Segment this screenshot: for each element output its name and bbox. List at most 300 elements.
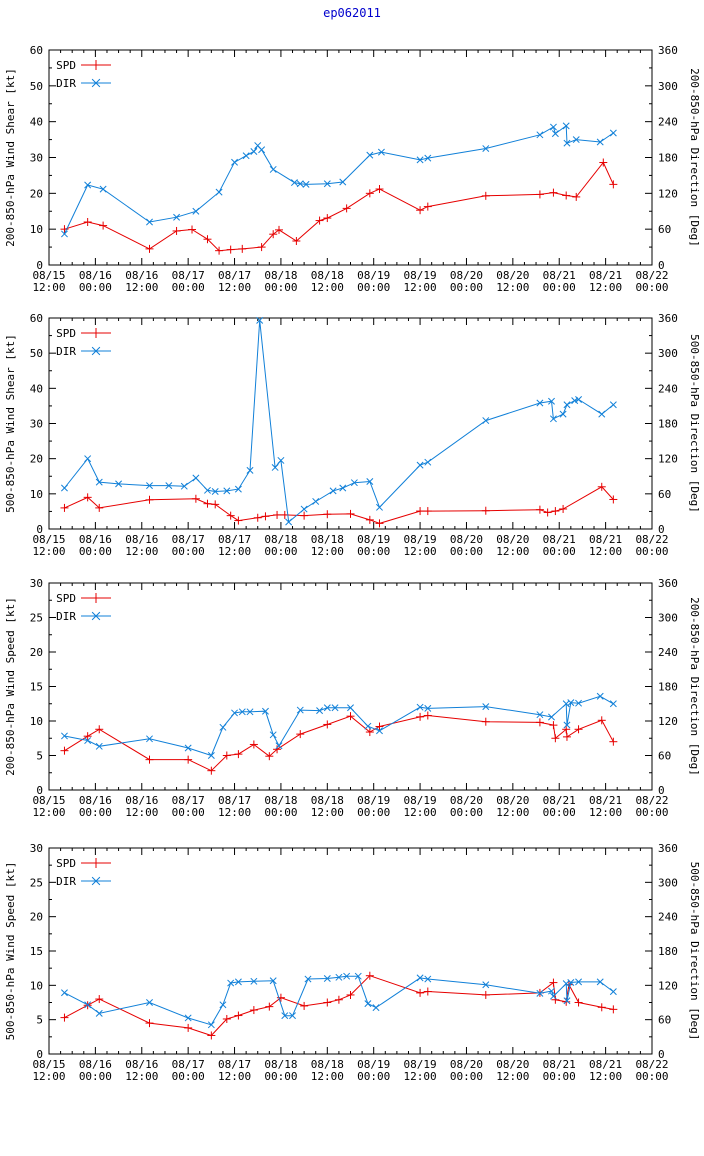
data-point-spd: [551, 507, 559, 515]
y-tick-label-left: 10: [29, 487, 43, 501]
data-point-dir: [231, 159, 237, 165]
x-tick-date-label: 08/21: [589, 269, 623, 282]
data-point-spd: [347, 510, 355, 518]
data-point-spd: [424, 988, 432, 996]
legend-label-spd: SPD: [56, 59, 76, 72]
data-point-dir: [610, 402, 616, 408]
data-point-spd: [184, 756, 192, 764]
x-tick-time-label: 12:00: [217, 806, 252, 819]
legend-label-spd: SPD: [56, 592, 76, 605]
data-point-dir: [376, 504, 382, 510]
data-point-dir: [185, 1015, 191, 1021]
y-tick-label-left: 25: [29, 876, 43, 890]
y-tick-label-left: 0: [36, 523, 43, 536]
left-y-axis: [30, 312, 56, 536]
left-axis-title: 500-850-hPa Wind Speed [kt]: [4, 861, 17, 1041]
x-tick-time-label: 00:00: [449, 806, 484, 819]
data-point-spd: [549, 721, 557, 729]
y-tick-label-right: 360: [658, 44, 678, 57]
data-point-spd: [559, 505, 567, 513]
y-tick-label-left: 50: [29, 79, 43, 93]
data-point-spd: [99, 222, 107, 230]
x-tick-time-label: 12:00: [496, 1070, 530, 1083]
y-tick-label-left: 20: [29, 910, 43, 924]
series-dir: [61, 317, 616, 525]
x-tick-date-label: 08/19: [403, 1058, 437, 1071]
y-tick-label-right: 0: [658, 784, 665, 797]
data-point-spd: [536, 506, 544, 514]
plot-frame: [49, 848, 652, 1054]
data-point-spd: [536, 718, 544, 726]
right-axis-title: 200-850-hPa Direction [Deg]: [688, 68, 701, 247]
series-spd: [60, 711, 617, 774]
data-point-spd: [184, 1024, 192, 1032]
y-tick-label-left: 30: [29, 842, 43, 855]
x-tick-date-label: 08/16: [125, 1058, 159, 1071]
y-tick-label-left: 0: [36, 1048, 43, 1061]
data-point-dir: [550, 124, 556, 130]
data-point-spd: [575, 999, 583, 1007]
x-tick-time-label: 00:00: [171, 1070, 205, 1083]
right-y-axis: [645, 577, 678, 797]
y-tick-label-right: 360: [658, 842, 678, 855]
data-point-spd: [227, 246, 235, 254]
data-point-dir: [564, 402, 570, 408]
legend-marker-plus: [91, 858, 101, 868]
x-tick-date-label: 08/18: [310, 1058, 344, 1071]
x-tick-date-label: 08/15: [32, 794, 66, 807]
data-point-spd: [60, 747, 68, 755]
x-tick-date-label: 08/20: [449, 794, 484, 807]
x-tick-time-label: 00:00: [635, 1070, 669, 1083]
x-tick-date-label: 08/16: [78, 269, 112, 282]
data-point-spd: [95, 725, 103, 733]
x-tick-date-label: 08/18: [310, 269, 344, 282]
x-tick-time-label: 12:00: [310, 1070, 344, 1083]
data-point-spd: [482, 718, 490, 726]
x-tick-time-label: 00:00: [635, 806, 669, 819]
data-point-spd: [250, 1006, 258, 1014]
x-tick-time-label: 12:00: [589, 806, 623, 819]
x-tick-date-label: 08/15: [32, 1058, 66, 1071]
y-tick-label-right: 0: [658, 1048, 665, 1061]
data-point-spd: [598, 716, 606, 724]
y-tick-label-left: 30: [29, 577, 43, 590]
x-tick-date-label: 08/19: [403, 533, 437, 546]
x-tick-date-label: 08/17: [171, 794, 205, 807]
data-point-spd: [146, 1019, 154, 1027]
right-axis-title: 200-850-hPa Direction [Deg]: [688, 597, 701, 776]
data-point-spd: [424, 203, 432, 211]
data-point-spd: [375, 185, 383, 193]
data-point-dir: [216, 189, 222, 195]
legend: [56, 59, 111, 90]
legend: [56, 327, 111, 358]
y-tick-label-right: 240: [658, 910, 678, 924]
y-tick-label-left: 25: [29, 611, 43, 625]
x-tick-time-label: 00:00: [78, 281, 112, 294]
x-tick-date-label: 08/16: [125, 269, 159, 282]
x-tick-date-label: 08/20: [449, 1058, 484, 1071]
data-point-spd: [424, 507, 432, 515]
data-point-spd: [416, 507, 424, 515]
data-point-spd: [549, 979, 557, 987]
data-point-spd: [482, 991, 490, 999]
data-point-spd: [300, 1002, 308, 1010]
plot-frame: [49, 318, 652, 529]
y-tick-label-right: 180: [658, 417, 678, 431]
x-tick-time-label: 00:00: [264, 806, 298, 819]
x-tick-time-label: 12:00: [32, 1070, 66, 1083]
x-tick-time-label: 12:00: [125, 806, 159, 819]
x-tick-date-label: 08/18: [264, 794, 298, 807]
x-tick-time-label: 12:00: [589, 281, 623, 294]
x-tick-time-label: 12:00: [125, 281, 159, 294]
y-tick-label-right: 360: [658, 312, 678, 325]
x-tick-time-label: 00:00: [542, 281, 576, 294]
series-spd: [60, 159, 617, 255]
x-tick-time-label: 12:00: [32, 545, 66, 558]
left-y-axis: [30, 842, 56, 1061]
data-point-spd: [60, 1014, 68, 1022]
left-axis-title: 200-850-hPa Wind Shear [kt]: [4, 68, 17, 247]
x-tick-date-label: 08/20: [449, 533, 484, 546]
series-line-spd: [65, 716, 614, 771]
data-point-spd: [563, 733, 571, 741]
y-tick-label-right: 60: [658, 487, 672, 501]
data-point-spd: [227, 512, 235, 520]
data-point-dir: [85, 456, 91, 462]
data-point-dir: [330, 488, 336, 494]
x-tick-time-label: 00:00: [542, 806, 576, 819]
x-tick-time-label: 12:00: [310, 545, 344, 558]
data-point-dir: [417, 462, 423, 468]
data-point-spd: [375, 519, 383, 527]
legend-label-dir: DIR: [56, 77, 76, 90]
x-tick-date-label: 08/16: [78, 1058, 112, 1071]
series-dir: [61, 123, 616, 237]
x-tick-time-label: 12:00: [496, 806, 530, 819]
x-tick-time-label: 12:00: [125, 545, 159, 558]
data-point-dir: [258, 147, 264, 153]
left-y-axis: [30, 44, 56, 272]
data-point-spd: [192, 495, 200, 503]
x-tick-time-label: 12:00: [310, 806, 344, 819]
x-tick-time-label: 12:00: [403, 1070, 437, 1083]
x-tick-date-label: 08/17: [217, 269, 252, 282]
left-y-axis: [30, 577, 56, 797]
legend: [56, 592, 111, 623]
y-tick-label-left: 0: [36, 259, 43, 272]
data-point-spd: [146, 496, 154, 504]
data-point-spd: [173, 227, 181, 235]
legend-label-dir: DIR: [56, 875, 76, 888]
y-tick-label-left: 40: [29, 382, 43, 396]
x-tick-date-label: 08/20: [496, 1058, 530, 1071]
x-tick-date-label: 08/21: [589, 794, 623, 807]
y-tick-label-right: 240: [658, 115, 678, 129]
x-tick-time-label: 12:00: [403, 806, 437, 819]
y-tick-label-left: 10: [29, 223, 43, 237]
y-tick-label-left: 30: [29, 417, 43, 431]
y-tick-label-right: 300: [658, 347, 678, 361]
data-point-dir: [193, 208, 199, 214]
data-point-dir: [251, 148, 257, 154]
x-tick-date-label: 08/21: [542, 1058, 576, 1071]
data-point-dir: [610, 701, 616, 707]
data-point-dir: [365, 1001, 371, 1007]
page-title: ep062011: [323, 6, 381, 20]
data-point-dir: [220, 1002, 226, 1008]
x-tick-date-label: 08/15: [32, 269, 66, 282]
data-point-spd: [234, 1012, 242, 1020]
y-tick-label-left: 10: [29, 715, 43, 728]
data-point-dir: [208, 752, 214, 758]
data-point-dir: [552, 130, 558, 136]
data-point-dir: [270, 732, 276, 738]
data-point-spd: [416, 206, 424, 214]
y-tick-label-left: 30: [29, 151, 43, 165]
y-tick-label-left: 60: [29, 44, 43, 57]
data-point-spd: [323, 510, 331, 518]
y-tick-label-left: 20: [29, 646, 43, 659]
x-tick-time-label: 00:00: [357, 806, 391, 819]
y-tick-label-left: 20: [29, 187, 43, 201]
wind-speed-200-850-chart: [4, 577, 701, 819]
series-line-dir: [65, 126, 614, 234]
y-tick-label-left: 15: [29, 945, 43, 958]
x-tick-date-label: 08/22: [635, 269, 669, 282]
data-point-spd: [609, 738, 617, 746]
data-point-spd: [84, 218, 92, 226]
y-tick-label-right: 60: [658, 749, 672, 763]
data-point-spd: [146, 756, 154, 764]
x-tick-time-label: 00:00: [449, 545, 484, 558]
right-axis-title: 500-850-hPa Direction [Deg]: [688, 861, 701, 1041]
x-tick-date-label: 08/17: [217, 533, 252, 546]
legend-marker-plus: [91, 328, 101, 338]
right-y-axis: [645, 44, 678, 272]
legend-label-spd: SPD: [56, 327, 76, 340]
data-point-spd: [482, 192, 490, 200]
x-tick-date-label: 08/18: [264, 269, 298, 282]
data-point-dir: [270, 166, 276, 172]
x-tick-date-label: 08/22: [635, 794, 669, 807]
data-point-dir: [193, 475, 199, 481]
y-tick-label-right: 60: [658, 223, 672, 237]
x-tick-date-label: 08/20: [496, 269, 530, 282]
legend-marker-plus: [91, 593, 101, 603]
y-tick-label-right: 60: [658, 1013, 672, 1027]
data-point-spd: [300, 512, 308, 520]
x-tick-time-label: 00:00: [449, 281, 484, 294]
x-tick-date-label: 08/21: [589, 533, 623, 546]
data-point-spd: [275, 226, 283, 234]
data-point-spd: [416, 713, 424, 721]
data-point-spd: [335, 996, 343, 1004]
x-tick-date-label: 08/21: [589, 1058, 623, 1071]
data-point-spd: [84, 732, 92, 740]
x-tick-date-label: 08/17: [217, 794, 252, 807]
data-point-dir: [185, 745, 191, 751]
data-point-spd: [254, 514, 262, 522]
plot-frame: [49, 50, 652, 265]
data-point-spd: [323, 720, 331, 728]
series-line-spd: [65, 163, 614, 251]
data-point-spd: [234, 750, 242, 758]
legend-label-spd: SPD: [56, 857, 76, 870]
x-tick-time-label: 12:00: [403, 281, 437, 294]
y-tick-label-right: 300: [658, 876, 678, 890]
data-point-spd: [562, 191, 570, 199]
data-point-dir: [340, 485, 346, 491]
data-point-spd: [366, 189, 374, 197]
y-tick-label-right: 120: [658, 187, 678, 201]
x-tick-date-label: 08/18: [310, 533, 344, 546]
x-tick-time-label: 00:00: [635, 281, 669, 294]
x-tick-date-label: 08/20: [449, 269, 484, 282]
x-tick-date-label: 08/21: [542, 269, 576, 282]
data-point-spd: [323, 999, 331, 1007]
legend-marker-plus: [91, 60, 101, 70]
x-tick-time-label: 12:00: [310, 281, 344, 294]
x-tick-date-label: 08/20: [496, 794, 530, 807]
data-point-spd: [188, 226, 196, 234]
left-axis-title: 200-850-hPa Wind Speed [kt]: [4, 597, 17, 776]
data-point-dir: [425, 459, 431, 465]
series-line-spd: [65, 487, 614, 524]
x-tick-date-label: 08/19: [403, 794, 437, 807]
data-point-spd: [273, 511, 281, 519]
x-tick-time-label: 00:00: [171, 281, 205, 294]
data-point-spd: [60, 504, 68, 512]
data-point-spd: [238, 245, 246, 253]
x-tick-time-label: 12:00: [589, 545, 623, 558]
data-point-spd: [416, 989, 424, 997]
x-tick-date-label: 08/16: [125, 533, 159, 546]
x-tick-time-label: 00:00: [542, 545, 576, 558]
y-tick-label-right: 120: [658, 715, 678, 728]
x-tick-date-label: 08/15: [32, 533, 66, 546]
data-point-dir: [597, 693, 603, 699]
data-point-spd: [211, 500, 219, 508]
series-spd: [60, 972, 617, 1040]
plot-frame: [49, 583, 652, 790]
y-tick-label-right: 180: [658, 680, 678, 694]
data-point-spd: [609, 1005, 617, 1013]
data-point-spd: [146, 245, 154, 253]
x-tick-time-label: 00:00: [264, 545, 298, 558]
data-point-dir: [243, 153, 249, 159]
series-dir: [61, 693, 616, 758]
y-tick-label-right: 120: [658, 979, 678, 993]
x-tick-date-label: 08/17: [171, 533, 205, 546]
data-point-dir: [365, 723, 371, 729]
data-point-dir: [610, 989, 616, 995]
x-tick-date-label: 08/19: [357, 794, 391, 807]
data-point-dir: [208, 1022, 214, 1028]
x-tick-time-label: 12:00: [403, 545, 437, 558]
data-point-spd: [598, 1003, 606, 1011]
x-tick-date-label: 08/16: [78, 533, 112, 546]
data-point-spd: [482, 507, 490, 515]
y-tick-label-right: 300: [658, 611, 678, 625]
data-point-spd: [366, 516, 374, 524]
x-tick-time-label: 00:00: [635, 545, 669, 558]
data-point-dir: [373, 1005, 379, 1011]
right-y-axis: [645, 312, 678, 536]
x-tick-date-label: 08/21: [542, 794, 576, 807]
y-tick-label-left: 0: [36, 784, 43, 797]
x-tick-time-label: 00:00: [78, 1070, 112, 1083]
x-tick-time-label: 12:00: [125, 1070, 159, 1083]
data-point-dir: [301, 506, 307, 512]
data-point-dir: [483, 417, 489, 423]
y-tick-label-right: 0: [658, 259, 665, 272]
data-point-dir: [313, 498, 319, 504]
x-tick-time-label: 00:00: [78, 545, 112, 558]
wind-shear-500-850-chart: [4, 312, 701, 558]
x-tick-time-label: 00:00: [542, 1070, 576, 1083]
data-point-spd: [250, 740, 258, 748]
x-tick-time-label: 12:00: [32, 281, 66, 294]
y-tick-label-right: 0: [658, 523, 665, 536]
x-tick-time-label: 12:00: [217, 281, 252, 294]
y-tick-label-right: 120: [658, 452, 678, 466]
y-tick-label-right: 240: [658, 382, 678, 396]
data-point-dir: [367, 152, 373, 158]
legend-label-dir: DIR: [56, 345, 76, 358]
x-tick-time-label: 12:00: [217, 545, 252, 558]
x-tick-time-label: 00:00: [449, 1070, 484, 1083]
x-tick-date-label: 08/19: [357, 1058, 391, 1071]
data-point-dir: [599, 411, 605, 417]
x-tick-date-label: 08/19: [403, 269, 437, 282]
x-tick-date-label: 08/22: [635, 533, 669, 546]
y-tick-label-right: 360: [658, 577, 678, 590]
x-tick-date-label: 08/18: [310, 794, 344, 807]
x-axis: [29, 50, 669, 294]
data-point-spd: [609, 180, 617, 188]
x-tick-time-label: 12:00: [32, 806, 66, 819]
data-point-spd: [544, 508, 552, 516]
legend: [56, 857, 111, 888]
x-tick-date-label: 08/18: [264, 533, 298, 546]
left-axis-title: 500-850-hPa Wind Shear [kt]: [4, 334, 17, 513]
data-point-dir: [537, 132, 543, 138]
data-point-dir: [61, 485, 67, 491]
data-point-dir: [85, 182, 91, 188]
y-tick-label-left: 5: [36, 749, 43, 763]
right-y-axis: [645, 842, 678, 1061]
y-tick-label-left: 5: [36, 1013, 43, 1027]
right-axis-title: 500-850-hPa Direction [Deg]: [688, 334, 701, 513]
y-tick-label-right: 180: [658, 945, 678, 958]
x-tick-time-label: 12:00: [589, 1070, 623, 1083]
data-point-spd: [323, 214, 331, 222]
y-tick-label-left: 20: [29, 452, 43, 466]
x-tick-time-label: 00:00: [171, 806, 205, 819]
x-tick-time-label: 12:00: [496, 545, 530, 558]
data-point-spd: [95, 995, 103, 1003]
x-tick-time-label: 12:00: [496, 281, 530, 294]
y-tick-label-right: 240: [658, 646, 678, 659]
x-tick-date-label: 08/19: [357, 533, 391, 546]
y-tick-label-left: 10: [29, 979, 43, 993]
data-point-dir: [560, 411, 566, 417]
x-tick-date-label: 08/17: [171, 269, 205, 282]
x-tick-date-label: 08/16: [78, 794, 112, 807]
